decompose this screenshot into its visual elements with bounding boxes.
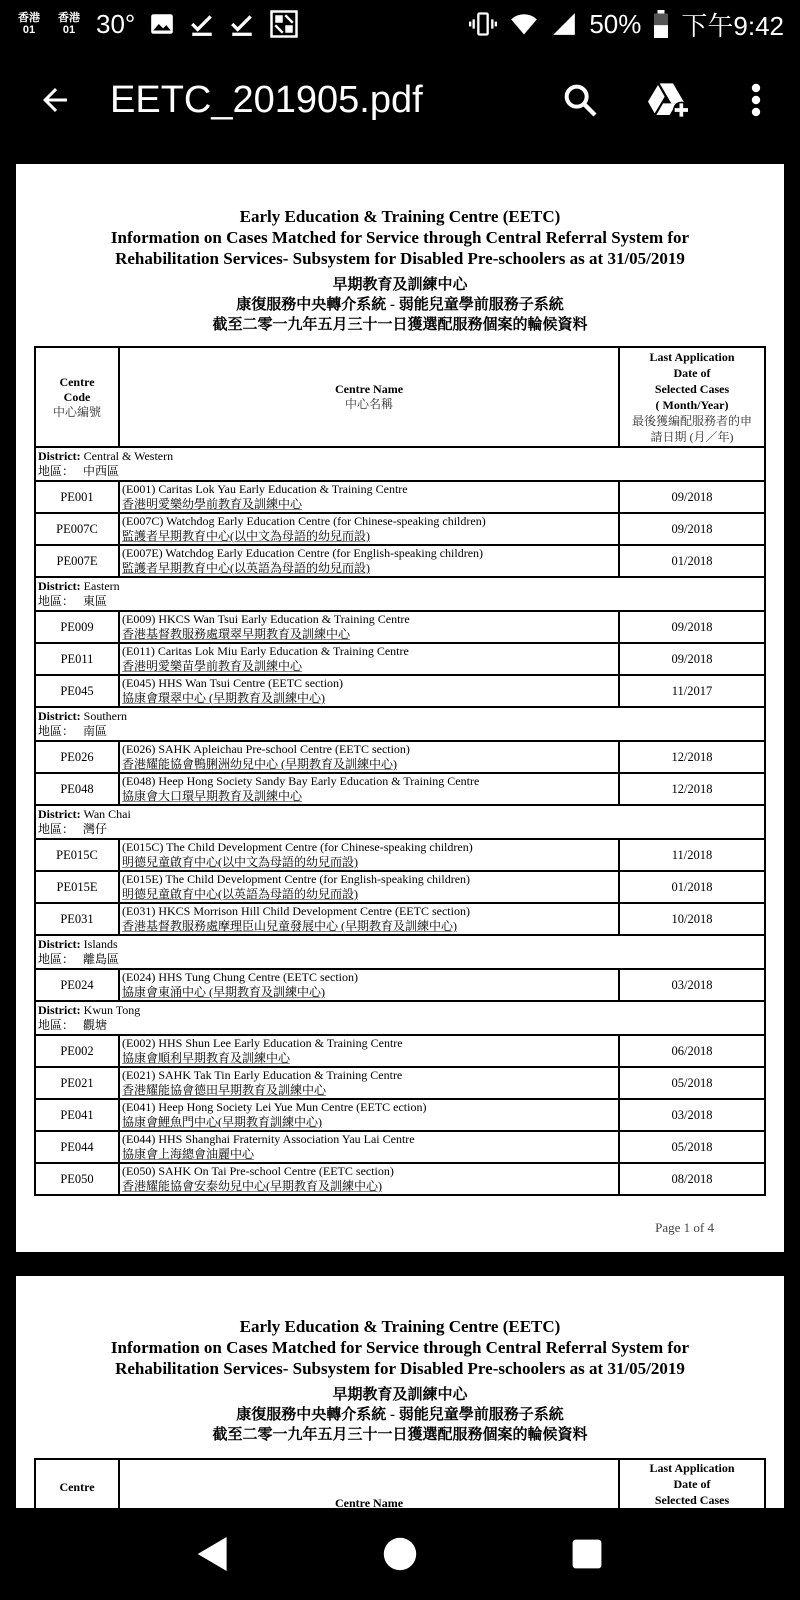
back-button[interactable] bbox=[0, 48, 110, 152]
table-row bbox=[35, 481, 765, 513]
back-triangle-icon bbox=[196, 1535, 230, 1573]
download-done-icon bbox=[189, 11, 215, 37]
last-application-date: 01/2018 bbox=[619, 545, 765, 577]
header-zh-line: 康復服務中央轉介系統 - 弱能兒童學前服務子系統 bbox=[236, 1407, 564, 1423]
district-name-zh: 中西區 bbox=[83, 464, 120, 478]
district-name-zh: 離島區 bbox=[83, 952, 120, 966]
table-row bbox=[35, 545, 765, 577]
centre-name bbox=[119, 741, 619, 773]
header-subtitle-line: Rehabilitation Services- Subsystem for Disabled Pre-schoolers as at 31/05/2019 bbox=[115, 1359, 685, 1378]
centre-name-en: (E007E) Watchdog Early Education Centre (for English-speaking children) bbox=[122, 546, 484, 560]
centre-name bbox=[119, 611, 619, 643]
centre-code: PE050 bbox=[35, 1163, 119, 1195]
centre-name-en: (E021) SAHK Tak Tin Early Education & Training Centre bbox=[122, 1068, 403, 1082]
district-row bbox=[35, 1001, 765, 1035]
table-row bbox=[35, 1067, 765, 1099]
centre-name bbox=[119, 1131, 619, 1163]
temperature-text: 30° bbox=[96, 8, 136, 39]
centre-name bbox=[119, 839, 619, 871]
centre-name bbox=[119, 1067, 619, 1099]
download-done-icon bbox=[229, 11, 255, 37]
centre-name bbox=[119, 969, 619, 1001]
column-header-name: Centre Name 中心名稱 bbox=[119, 347, 619, 447]
battery-icon bbox=[653, 10, 669, 38]
centre-name bbox=[119, 643, 619, 675]
cases-table-body bbox=[35, 447, 765, 1195]
centre-name-en: (E045) HHS Wan Tsui Centre (EETC section) bbox=[122, 676, 344, 690]
centre-name-zh: 香港耀能協會安泰幼兒中心(早期教育及訓練中心) bbox=[122, 1179, 382, 1193]
status-bar bbox=[0, 0, 800, 48]
district-row bbox=[35, 805, 765, 839]
pdf-page-2 bbox=[16, 1276, 784, 1508]
centre-name bbox=[119, 545, 619, 577]
centre-name-en: (E009) HKCS Wan Tsui Early Education & Training Centre bbox=[122, 612, 410, 626]
more-vert-icon bbox=[750, 82, 762, 118]
centre-name-zh: 香港明愛樂苗學前教育及訓練中心 bbox=[122, 659, 303, 673]
district-name: Kwun Tong bbox=[83, 1003, 141, 1017]
district-label-zh: 地區： bbox=[38, 952, 75, 966]
district-label-zh: 地區： bbox=[38, 464, 75, 478]
last-application-date: 11/2018 bbox=[619, 839, 765, 871]
centre-name bbox=[119, 1035, 619, 1067]
centre-code: PE048 bbox=[35, 773, 119, 805]
column-header-date: Last Application Date of Selected Cases bbox=[619, 1459, 765, 1508]
table-row bbox=[35, 741, 765, 773]
table-row bbox=[35, 839, 765, 871]
centre-name bbox=[119, 773, 619, 805]
table-row bbox=[35, 675, 765, 707]
document-header bbox=[16, 1316, 784, 1445]
centre-name bbox=[119, 1099, 619, 1131]
header-title: Early Education & Training Centre (EETC) bbox=[239, 1317, 561, 1336]
district-label-zh: 地區： bbox=[38, 822, 75, 836]
column-header-date: Last Application Date of Selected Cases ( Month/Year) 最後獲編配服務者的申請日期 (月／年) bbox=[619, 347, 765, 447]
district-name-zh: 南區 bbox=[83, 724, 108, 738]
centre-code: PE011 bbox=[35, 643, 119, 675]
centre-code: PE002 bbox=[35, 1035, 119, 1067]
table-row bbox=[35, 1131, 765, 1163]
centre-name-zh: 監護者早期教育中心(以英語為母語的幼兒而設) bbox=[122, 561, 370, 575]
centre-name-zh: 香港明愛樂幼學前教育及訓練中心 bbox=[122, 497, 303, 511]
last-application-date: 08/2018 bbox=[619, 1163, 765, 1195]
district-row bbox=[35, 447, 765, 481]
table-row bbox=[35, 903, 765, 935]
cellular-signal-icon bbox=[551, 11, 577, 37]
centre-name-en: (E015C) The Child Development Centre (for Chinese-speaking children) bbox=[122, 840, 473, 854]
last-application-date: 05/2018 bbox=[619, 1131, 765, 1163]
district-row bbox=[35, 707, 765, 741]
add-to-drive-button[interactable] bbox=[624, 48, 712, 152]
recents-square-icon bbox=[571, 1538, 603, 1570]
news-app-notification-icon: 香港 01 bbox=[58, 12, 80, 36]
district-row bbox=[35, 577, 765, 611]
cases-table bbox=[34, 1458, 766, 1508]
centre-code: PE026 bbox=[35, 741, 119, 773]
centre-name-zh: 香港基督教服務處環翠早期教育及訓練中心 bbox=[122, 627, 351, 641]
last-application-date: 06/2018 bbox=[619, 1035, 765, 1067]
district-label: District: bbox=[38, 807, 81, 821]
home-circle-icon bbox=[382, 1536, 418, 1572]
centre-name-zh: 香港基督教服務處摩理臣山兒童發展中心 (早期教育及訓練中心) bbox=[122, 919, 457, 933]
centre-code: PE041 bbox=[35, 1099, 119, 1131]
cases-table bbox=[34, 346, 766, 1196]
centre-code: PE021 bbox=[35, 1067, 119, 1099]
clock-text: 下午9:42 bbox=[681, 10, 784, 41]
last-application-date: 09/2018 bbox=[619, 643, 765, 675]
header-zh-title: 早期教育及訓練中心 bbox=[332, 277, 468, 293]
back-arrow-icon bbox=[37, 82, 73, 118]
search-icon bbox=[560, 80, 600, 120]
centre-name bbox=[119, 481, 619, 513]
table-row bbox=[35, 969, 765, 1001]
column-header-code: Centre Code 中心編號 bbox=[35, 347, 119, 447]
district-label-zh: 地區： bbox=[38, 724, 75, 738]
centre-name-en: (E048) Heep Hong Society Sandy Bay Early Education & Training Centre bbox=[122, 774, 480, 788]
table-row bbox=[35, 1099, 765, 1131]
header-subtitle-line: Information on Cases Matched for Service through Central Referral System for bbox=[110, 1338, 690, 1357]
centre-code: PE007C bbox=[35, 513, 119, 545]
pdf-viewer[interactable] bbox=[0, 152, 800, 1508]
centre-name-en: (E050) SAHK On Tai Pre-school Centre (EETC section) bbox=[122, 1164, 394, 1178]
column-header-code: Centre bbox=[35, 1459, 119, 1508]
page-number: Page 1 of 4 bbox=[655, 1220, 714, 1235]
centre-name-zh: 協康會順利早期教育及訓練中心 bbox=[122, 1051, 291, 1065]
table-row bbox=[35, 513, 765, 545]
header-subtitle-line: Rehabilitation Services- Subsystem for Disabled Pre-schoolers as at 31/05/2019 bbox=[115, 249, 685, 268]
centre-name bbox=[119, 1163, 619, 1195]
last-application-date: 12/2018 bbox=[619, 741, 765, 773]
district-label-zh: 地區： bbox=[38, 1018, 75, 1032]
header-zh-title: 早期教育及訓練中心 bbox=[332, 1387, 468, 1403]
table-row bbox=[35, 871, 765, 903]
district-label: District: bbox=[38, 937, 81, 951]
table-row bbox=[35, 1035, 765, 1067]
last-application-date: 05/2018 bbox=[619, 1067, 765, 1099]
table-row bbox=[35, 773, 765, 805]
centre-name-en: (E011) Caritas Lok Miu Early Education & Training Centre bbox=[122, 644, 409, 658]
app-bar bbox=[0, 48, 800, 152]
district-label: District: bbox=[38, 449, 81, 463]
centre-name-en: (E044) HHS Shanghai Fraternity Association Yau Lai Centre bbox=[122, 1132, 415, 1146]
table-row bbox=[35, 611, 765, 643]
centre-name-zh: 協康會環翠中心 (早期教育及訓練中心) bbox=[122, 691, 325, 705]
district-name-zh: 觀塘 bbox=[83, 1018, 108, 1032]
table-row bbox=[35, 1163, 765, 1195]
news-app-notification-icon: 香港 01 bbox=[18, 12, 40, 36]
district-name: Eastern bbox=[83, 579, 120, 593]
centre-name-en: (E041) Heep Hong Society Lei Yue Mun Centre (EETC ection) bbox=[122, 1100, 427, 1114]
pdf-page-1 bbox=[16, 164, 784, 1252]
centre-name-zh: 明德兒童啟育中心(以中文為母語的幼兒而設) bbox=[122, 855, 358, 869]
last-application-date: 09/2018 bbox=[619, 513, 765, 545]
gallery-app-icon bbox=[269, 9, 299, 39]
centre-code: PE001 bbox=[35, 481, 119, 513]
centre-code: PE007E bbox=[35, 545, 119, 577]
centre-code: PE015E bbox=[35, 871, 119, 903]
district-name-zh: 東區 bbox=[83, 594, 108, 608]
district-name: Wan Chai bbox=[83, 807, 131, 821]
centre-code: PE045 bbox=[35, 675, 119, 707]
centre-name-zh: 協康會大口環早期教育及訓練中心 bbox=[122, 789, 303, 803]
district-name-zh: 灣仔 bbox=[83, 822, 108, 836]
centre-name-zh: 香港耀能協會德田早期教育及訓練中心 bbox=[122, 1083, 327, 1097]
last-application-date: 12/2018 bbox=[619, 773, 765, 805]
battery-percent-text: 50% bbox=[589, 8, 642, 39]
last-application-date: 03/2018 bbox=[619, 1099, 765, 1131]
last-application-date: 11/2017 bbox=[619, 675, 765, 707]
centre-code: PE031 bbox=[35, 903, 119, 935]
last-application-date: 03/2018 bbox=[619, 969, 765, 1001]
district-name: Southern bbox=[83, 709, 127, 723]
last-application-date: 10/2018 bbox=[619, 903, 765, 935]
vibrate-icon bbox=[469, 10, 497, 38]
nav-home-button[interactable] bbox=[360, 1514, 440, 1594]
header-title: Early Education & Training Centre (EETC) bbox=[239, 207, 561, 226]
wifi-icon bbox=[509, 10, 539, 38]
header-subtitle-line: Information on Cases Matched for Service through Central Referral System for bbox=[110, 228, 690, 247]
header-zh-line: 截至二零一九年五月三十一日獲選配服務個案的輪候資料 bbox=[212, 317, 588, 333]
centre-name bbox=[119, 513, 619, 545]
nav-back-button[interactable] bbox=[173, 1514, 253, 1594]
centre-code: PE044 bbox=[35, 1131, 119, 1163]
district-name: Central & Western bbox=[83, 449, 174, 463]
district-label-zh: 地區： bbox=[38, 594, 75, 608]
centre-name-en: (E015E) The Child Development Centre (for English-speaking children) bbox=[122, 872, 471, 886]
centre-name-zh: 協康會上海總會油麗中心 bbox=[122, 1147, 255, 1161]
centre-name-zh: 明德兒童啟育中心(以英語為母語的幼兒而設) bbox=[122, 887, 358, 901]
centre-name-zh: 協康會鯉魚門中心(早期教育訓練中心) bbox=[122, 1115, 322, 1129]
centre-name-en: (E031) HKCS Morrison Hill Child Development Centre (EETC section) bbox=[122, 904, 470, 918]
header-zh-line: 康復服務中央轉介系統 - 弱能兒童學前服務子系統 bbox=[236, 297, 564, 313]
district-name: Islands bbox=[83, 937, 118, 951]
nav-recents-button[interactable] bbox=[547, 1514, 627, 1594]
centre-name-zh: 協康會東涌中心 (早期教育及訓練中心) bbox=[122, 985, 325, 999]
centre-name-en: (E026) SAHK Apleichau Pre-school Centre (EETC section) bbox=[122, 742, 410, 756]
system-nav-bar bbox=[0, 1508, 800, 1600]
centre-name-en: (E001) Caritas Lok Yau Early Education & Training Centre bbox=[122, 482, 408, 496]
image-icon bbox=[149, 11, 175, 37]
district-label: District: bbox=[38, 709, 81, 723]
centre-code: PE015C bbox=[35, 839, 119, 871]
centre-code: PE024 bbox=[35, 969, 119, 1001]
column-header-name: Centre Name bbox=[119, 1459, 619, 1508]
table-row bbox=[35, 643, 765, 675]
centre-name-zh: 監護者早期教育中心(以中文為母語的幼兒而設) bbox=[122, 529, 370, 543]
centre-name-en: (E002) HHS Shun Lee Early Education & Training Centre bbox=[122, 1036, 403, 1050]
drive-add-icon bbox=[646, 80, 690, 120]
centre-name-zh: 香港耀能協會鴨脷洲幼兒中心 (早期教育及訓練中心) bbox=[122, 757, 397, 771]
district-label: District: bbox=[38, 1003, 81, 1017]
more-options-button[interactable] bbox=[712, 48, 800, 152]
centre-name-en: (E024) HHS Tung Chung Centre (EETC section) bbox=[122, 970, 358, 984]
document-header bbox=[16, 206, 784, 335]
district-label: District: bbox=[38, 579, 81, 593]
centre-name-en: (E007C) Watchdog Early Education Centre (for Chinese-speaking children) bbox=[122, 514, 486, 528]
search-button[interactable] bbox=[536, 48, 624, 152]
header-zh-line: 截至二零一九年五月三十一日獲選配服務個案的輪候資料 bbox=[212, 1427, 588, 1443]
centre-code: PE009 bbox=[35, 611, 119, 643]
district-row bbox=[35, 935, 765, 969]
centre-name bbox=[119, 903, 619, 935]
document-title: EETC_201905.pdf bbox=[110, 78, 423, 121]
last-application-date: 09/2018 bbox=[619, 481, 765, 513]
last-application-date: 09/2018 bbox=[619, 611, 765, 643]
centre-name bbox=[119, 871, 619, 903]
last-application-date: 01/2018 bbox=[619, 871, 765, 903]
centre-name bbox=[119, 675, 619, 707]
